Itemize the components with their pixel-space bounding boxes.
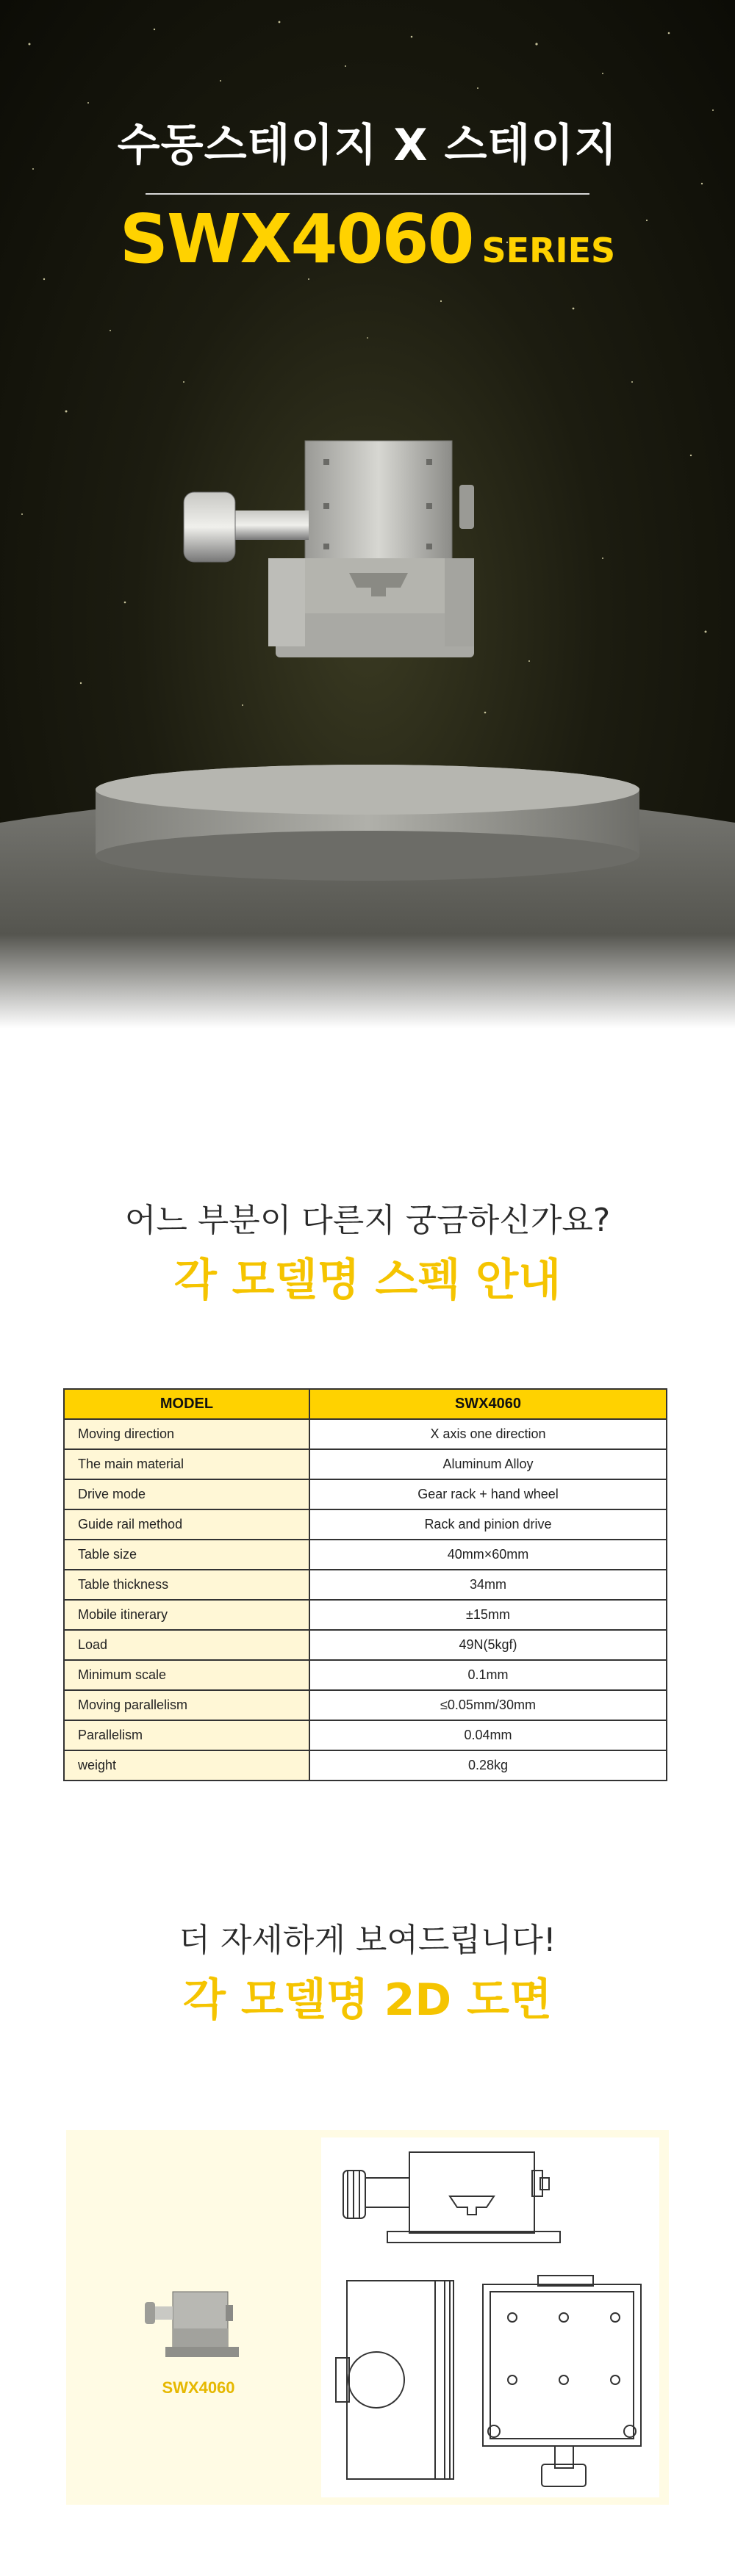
- spec-value: ±15mm: [309, 1600, 667, 1630]
- spec-label: Mobile itinerary: [64, 1600, 309, 1630]
- spec-label: Moving direction: [64, 1419, 309, 1449]
- table-row: [64, 1479, 667, 1509]
- table-row: [64, 1660, 667, 1690]
- spec-label: Moving parallelism: [64, 1690, 309, 1720]
- table-row: [64, 1600, 667, 1630]
- product-thumbnail: [143, 2284, 254, 2365]
- table-row: [64, 1509, 667, 1540]
- product-stage-image: [165, 433, 503, 698]
- table-row: [64, 1419, 667, 1449]
- hero-model-name: SWX4060: [119, 200, 473, 278]
- spec-table-header-row: [64, 1389, 667, 1419]
- spec-label: Drive mode: [64, 1479, 309, 1509]
- specs-question: 어느 부분이 다른지 궁금하신가요?: [124, 1202, 611, 1239]
- spec-header-model: MODEL: [64, 1389, 309, 1419]
- table-row: [64, 1570, 667, 1600]
- spec-value: 0.1mm: [309, 1660, 667, 1690]
- hero-title: 수동스테이지 X 스테이지: [117, 120, 618, 171]
- table-row: [64, 1750, 667, 1781]
- table-row: [64, 1540, 667, 1570]
- hero-model-heading: [0, 200, 735, 278]
- table-row: [64, 1630, 667, 1660]
- thumbnail-model-label: SWX4060: [162, 2378, 235, 2397]
- spec-label: Table thickness: [64, 1570, 309, 1600]
- spec-value: Gear rack + hand wheel: [309, 1479, 667, 1509]
- spec-label: The main material: [64, 1449, 309, 1479]
- display-podium: [0, 735, 735, 1028]
- spec-value: Rack and pinion drive: [309, 1509, 667, 1540]
- spec-value: 34mm: [309, 1570, 667, 1600]
- table-row: [64, 1690, 667, 1720]
- spec-value: 49N(5kgf): [309, 1630, 667, 1660]
- table-row: [64, 1720, 667, 1750]
- spec-header-model-name: SWX4060: [309, 1389, 667, 1419]
- spec-value: Aluminum Alloy: [309, 1449, 667, 1479]
- hero-banner: [0, 0, 735, 1028]
- spec-label: Guide rail method: [64, 1509, 309, 1540]
- spec-label: Table size: [64, 1540, 309, 1570]
- drawing-heading: 각 모델명 2D 도면: [183, 1974, 552, 2026]
- spec-value: 0.04mm: [309, 1720, 667, 1750]
- drawing-tagline: 더 자세하게 보여드립니다!: [179, 1922, 556, 1959]
- spec-label: Load: [64, 1630, 309, 1660]
- spec-label: Parallelism: [64, 1720, 309, 1750]
- spec-label: weight: [64, 1750, 309, 1781]
- hero-series-label: SERIES: [481, 231, 616, 270]
- spec-value: 40mm×60mm: [309, 1540, 667, 1570]
- spec-table: [63, 1388, 667, 1781]
- spec-value: ≤0.05mm/30mm: [309, 1690, 667, 1720]
- technical-drawing: [321, 2137, 659, 2497]
- spec-value: 0.28kg: [309, 1750, 667, 1781]
- spec-label: Minimum scale: [64, 1660, 309, 1690]
- specs-heading: 각 모델명 스펙 안내: [173, 1255, 562, 1306]
- spec-value: X axis one direction: [309, 1419, 667, 1449]
- table-row: [64, 1449, 667, 1479]
- hero-divider: [146, 193, 589, 195]
